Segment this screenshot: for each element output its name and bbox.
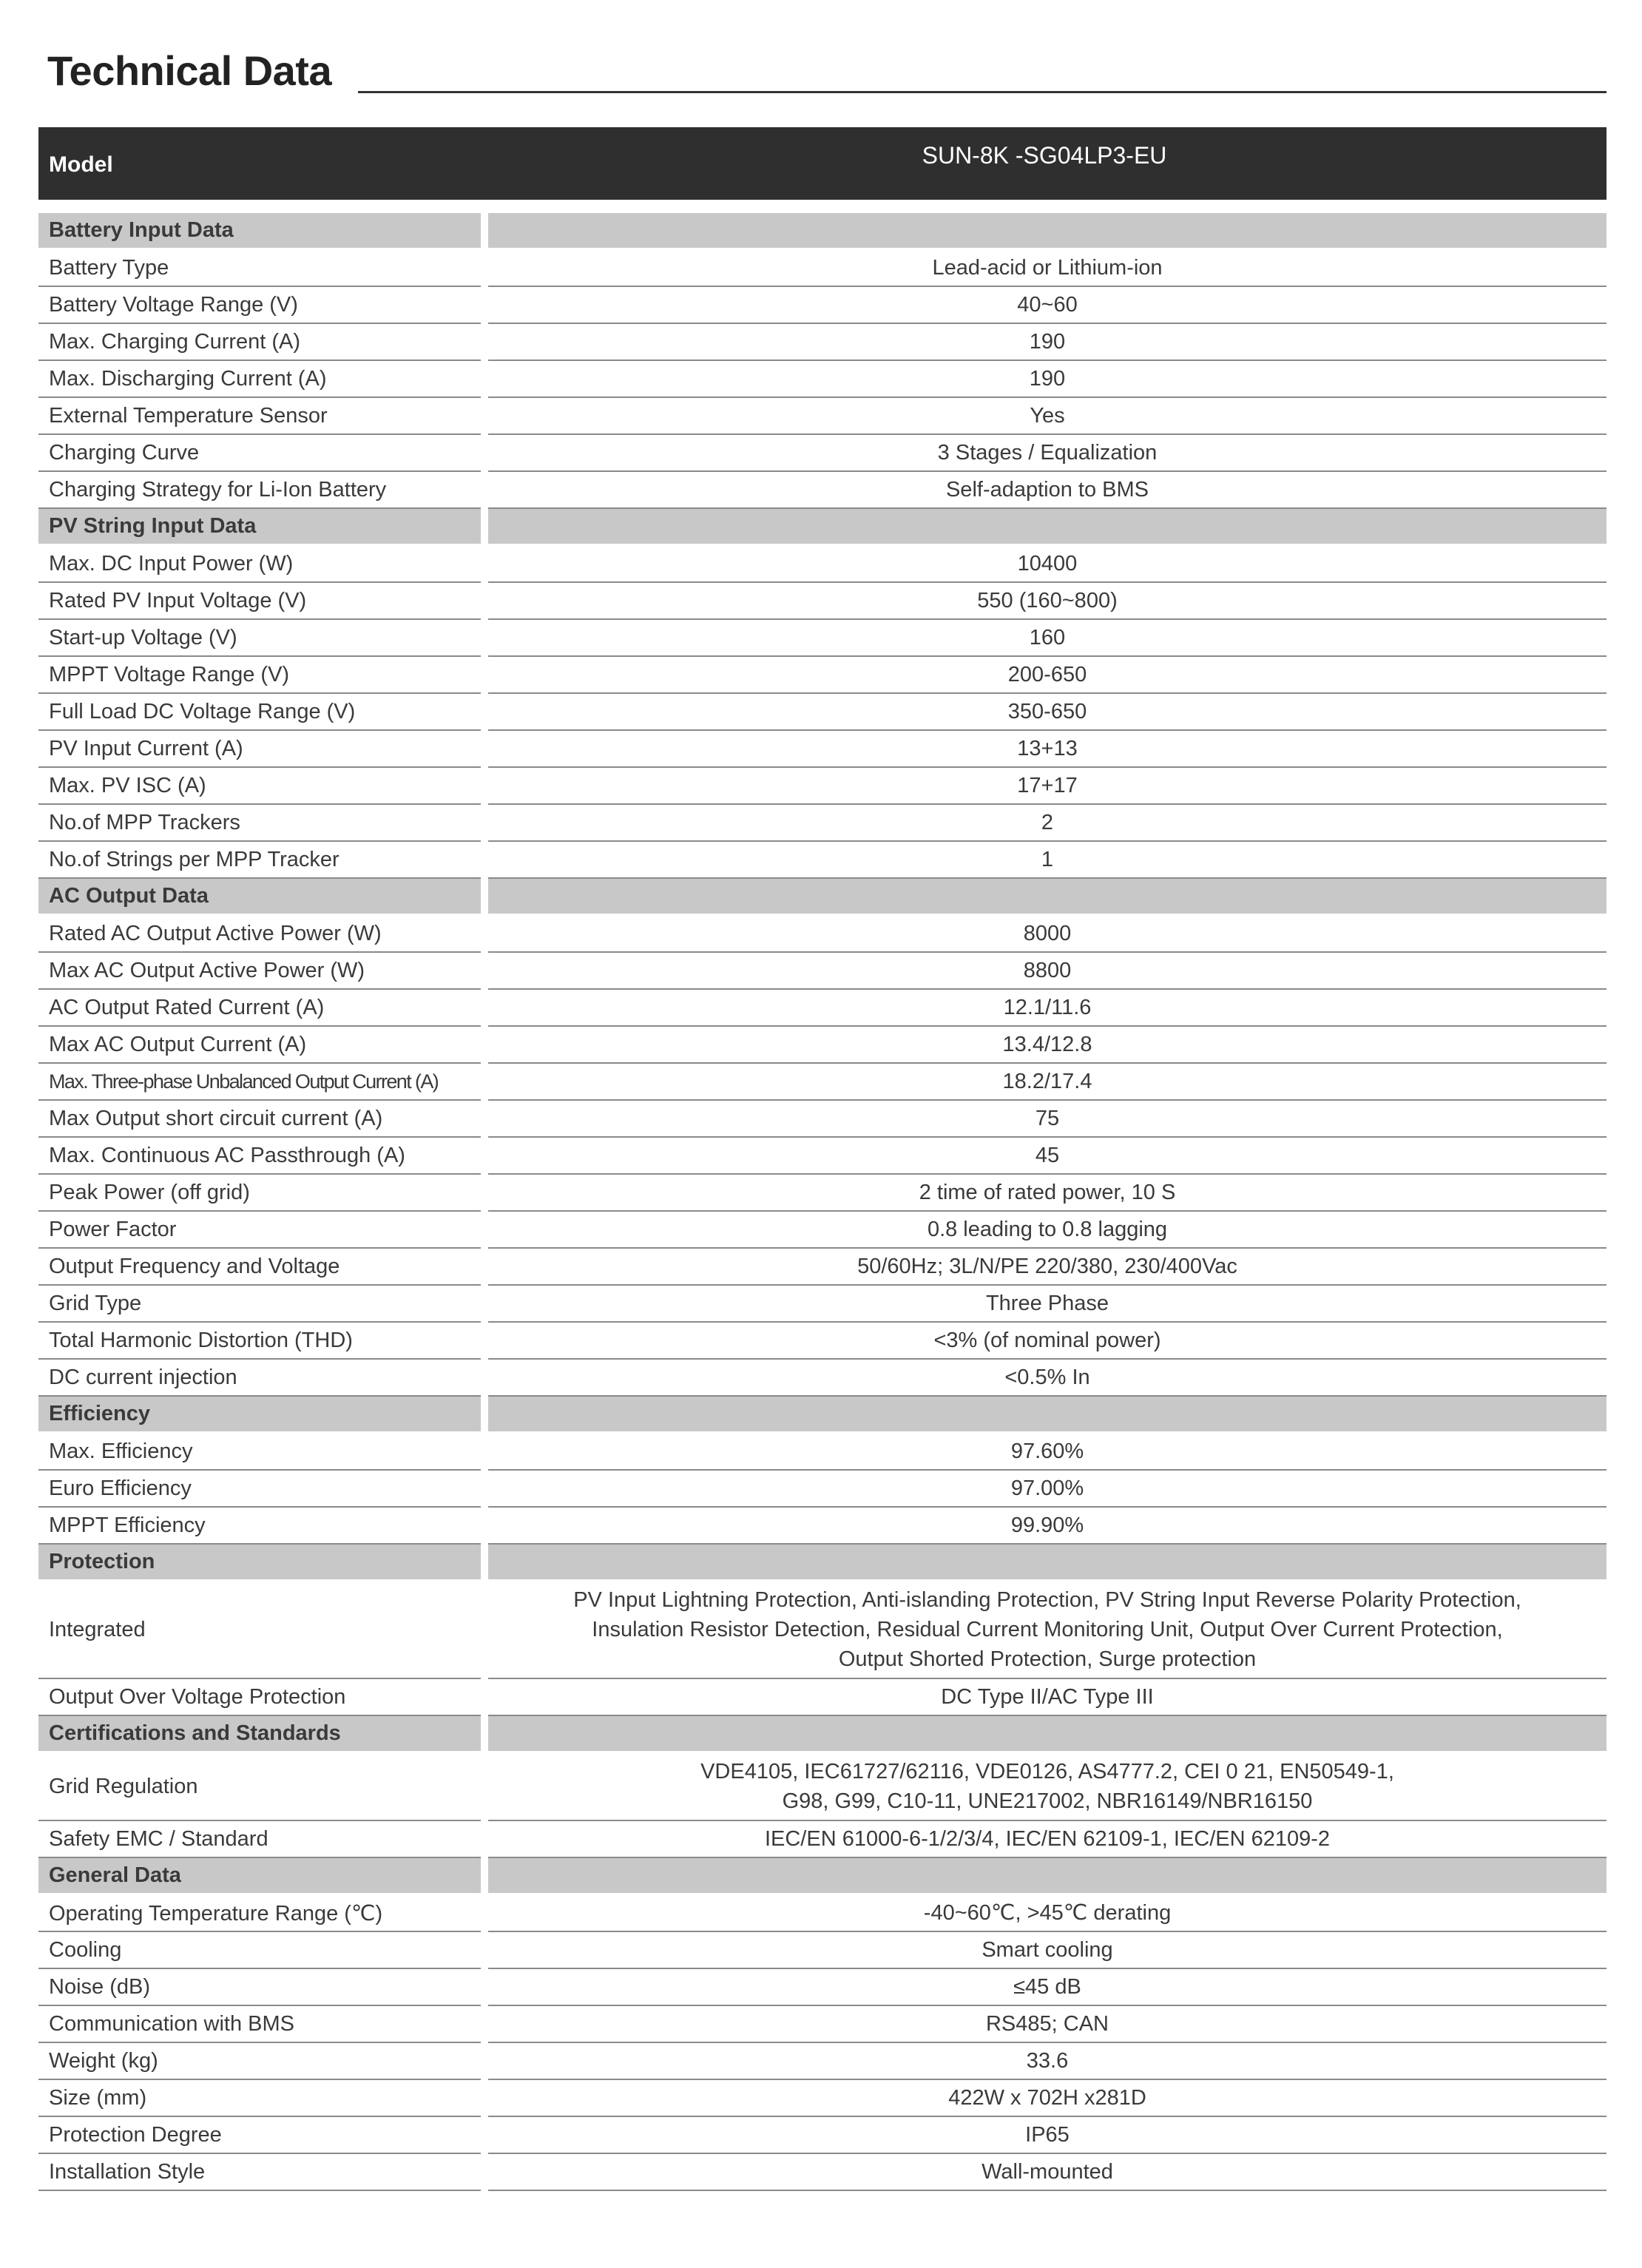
spec-row [38, 1471, 1606, 1508]
spec-row [38, 694, 1606, 731]
section-title: Protection [38, 1545, 481, 1579]
spec-label: Protection Degree [38, 2117, 481, 2154]
spec-value: 13.4/12.8 [488, 1027, 1606, 1064]
spec-label: Rated AC Output Active Power (W) [38, 916, 481, 953]
spec-value: 2 [488, 805, 1606, 842]
section-fill [488, 1545, 1606, 1579]
spec-value: Three Phase [488, 1286, 1606, 1323]
spec-value: DC Type II/AC Type III [488, 1679, 1606, 1716]
section-title: PV String Input Data [38, 509, 481, 544]
spec-value: 1 [488, 842, 1606, 879]
spec-label: Start-up Voltage (V) [38, 620, 481, 657]
spec-value: Lead-acid or Lithium-ion [488, 250, 1606, 287]
spec-value: 8000 [488, 916, 1606, 953]
spec-value: 200-650 [488, 657, 1606, 694]
spec-label: Peak Power (off grid) [38, 1175, 481, 1212]
spec-label: Total Harmonic Distortion (THD) [38, 1323, 481, 1360]
spec-label: Max. Charging Current (A) [38, 324, 481, 361]
spec-row [38, 1895, 1606, 1932]
spec-label: Battery Type [38, 250, 481, 287]
spec-value: VDE4105, IEC61727/62116, VDE0126, AS4777.2, CEI 0 21, EN50549-1, G98, G99, C10-11, UNE217002, NBR16149/NBR16150 [488, 1753, 1606, 1821]
spec-value: 10400 [488, 546, 1606, 583]
spec-label: Installation Style [38, 2154, 481, 2191]
spec-label: Charging Curve [38, 435, 481, 472]
title-rule [358, 91, 1606, 93]
spec-row [38, 1753, 1606, 1821]
spec-row [38, 472, 1606, 509]
spec-row [38, 2117, 1606, 2154]
spec-label: Charging Strategy for Li-Ion Battery [38, 472, 481, 509]
spec-row [38, 1679, 1606, 1716]
spec-label: No.of Strings per MPP Tracker [38, 842, 481, 879]
section-header-row [38, 213, 1606, 250]
spec-value: 350-650 [488, 694, 1606, 731]
section-header-row [38, 509, 1606, 546]
spec-label: Max AC Output Current (A) [38, 1027, 481, 1064]
model-value: SUN-8K -SG04LP3-EU [922, 142, 1167, 169]
spec-row [38, 1434, 1606, 1471]
spec-value: 50/60Hz; 3L/N/PE 220/380, 230/400Vac [488, 1249, 1606, 1286]
spec-value: 17+17 [488, 768, 1606, 805]
spec-row [38, 324, 1606, 361]
spec-value: 99.90% [488, 1508, 1606, 1545]
spec-label: Grid Type [38, 1286, 481, 1323]
spec-row [38, 731, 1606, 768]
spec-label: Max. DC Input Power (W) [38, 546, 481, 583]
spec-label: Max. PV ISC (A) [38, 768, 481, 805]
spec-row [38, 1323, 1606, 1360]
spec-label: Rated PV Input Voltage (V) [38, 583, 481, 620]
spec-row [38, 287, 1606, 324]
spec-value: 97.60% [488, 1434, 1606, 1471]
spec-label: Max AC Output Active Power (W) [38, 953, 481, 990]
spec-label: Full Load DC Voltage Range (V) [38, 694, 481, 731]
spec-value: Self-adaption to BMS [488, 472, 1606, 509]
spec-row [38, 990, 1606, 1027]
section-header-row [38, 1858, 1606, 1895]
section-fill [488, 879, 1606, 914]
spec-label: Cooling [38, 1932, 481, 1969]
section-header-row [38, 879, 1606, 916]
page-title: Technical Data [47, 47, 332, 94]
spec-value: 12.1/11.6 [488, 990, 1606, 1027]
spec-value: 190 [488, 324, 1606, 361]
spec-value: IP65 [488, 2117, 1606, 2154]
spec-value: 550 (160~800) [488, 583, 1606, 620]
spec-row [38, 1821, 1606, 1858]
spec-label: External Temperature Sensor [38, 398, 481, 435]
section-header-row [38, 1397, 1606, 1434]
spec-value: Wall-mounted [488, 2154, 1606, 2191]
spec-value: 2 time of rated power, 10 S [488, 1175, 1606, 1212]
spec-row [38, 435, 1606, 472]
spec-row [38, 1286, 1606, 1323]
spec-row [38, 2154, 1606, 2191]
spec-value: 190 [488, 361, 1606, 398]
spec-value: 160 [488, 620, 1606, 657]
spec-value: ≤45 dB [488, 1969, 1606, 2006]
section-fill [488, 1397, 1606, 1431]
spec-value: 33.6 [488, 2043, 1606, 2080]
spec-value: 40~60 [488, 287, 1606, 324]
spec-label: Communication with BMS [38, 2006, 481, 2043]
spec-label: Operating Temperature Range (℃) [38, 1895, 481, 1932]
spec-value: <0.5% In [488, 1360, 1606, 1397]
spec-label: Weight (kg) [38, 2043, 481, 2080]
spec-label: Noise (dB) [38, 1969, 481, 2006]
spec-label: Integrated [38, 1582, 481, 1679]
spec-row [38, 1360, 1606, 1397]
spec-row [38, 1932, 1606, 1969]
section-fill [488, 213, 1606, 248]
section-fill [488, 1858, 1606, 1893]
spec-row [38, 620, 1606, 657]
spec-label: Max. Discharging Current (A) [38, 361, 481, 398]
spec-row [38, 1508, 1606, 1545]
spec-value: 18.2/17.4 [488, 1064, 1606, 1101]
section-header-row [38, 1545, 1606, 1582]
section-title: AC Output Data [38, 879, 481, 914]
spec-row [38, 953, 1606, 990]
spec-row [38, 546, 1606, 583]
spec-label: Max. Continuous AC Passthrough (A) [38, 1138, 481, 1175]
section-fill [488, 509, 1606, 544]
spec-label: Power Factor [38, 1212, 481, 1249]
spec-row [38, 1212, 1606, 1249]
spec-label: Battery Voltage Range (V) [38, 287, 481, 324]
spec-value: 13+13 [488, 731, 1606, 768]
spec-row [38, 1969, 1606, 2006]
spec-row [38, 805, 1606, 842]
spec-label: Grid Regulation [38, 1753, 481, 1821]
spec-label: Safety EMC / Standard [38, 1821, 481, 1858]
spec-value: Yes [488, 398, 1606, 435]
spec-label: Output Over Voltage Protection [38, 1679, 481, 1716]
spec-row [38, 1175, 1606, 1212]
spec-row [38, 250, 1606, 287]
spec-value: PV Input Lightning Protection, Anti-islanding Protection, PV String Input Reverse Polarity Protection, Insulation Resistor Detection, Residual Current Monitoring Unit, Output Over Current Protection, Output Shorted Protection, Surge protection [488, 1582, 1606, 1679]
section-header-row [38, 1716, 1606, 1753]
spec-row [38, 768, 1606, 805]
spec-row [38, 398, 1606, 435]
spec-label: Max. Three-phase Unbalanced Output Current (A) [38, 1064, 481, 1101]
spec-row [38, 1138, 1606, 1175]
spec-label: DC current injection [38, 1360, 481, 1397]
spec-row [38, 1027, 1606, 1064]
spec-value: -40~60℃, >45℃ derating [488, 1895, 1606, 1932]
section-title: Battery Input Data [38, 213, 481, 248]
spec-label: PV Input Current (A) [38, 731, 481, 768]
model-header-bar [38, 127, 1606, 200]
spec-row [38, 583, 1606, 620]
spec-row [38, 1064, 1606, 1101]
spec-label: No.of MPP Trackers [38, 805, 481, 842]
spec-label: Euro Efficiency [38, 1471, 481, 1508]
section-title: Certifications and Standards [38, 1716, 481, 1751]
spec-row [38, 657, 1606, 694]
spec-table [38, 213, 1606, 2191]
spec-value: IEC/EN 61000-6-1/2/3/4, IEC/EN 62109-1, IEC/EN 62109-2 [488, 1821, 1606, 1858]
spec-value: 8800 [488, 953, 1606, 990]
spec-label: Max Output short circuit current (A) [38, 1101, 481, 1138]
spec-row [38, 1582, 1606, 1679]
spec-label: AC Output Rated Current (A) [38, 990, 481, 1027]
spec-row [38, 2006, 1606, 2043]
spec-label: Max. Efficiency [38, 1434, 481, 1471]
spec-row [38, 916, 1606, 953]
spec-row [38, 1101, 1606, 1138]
spec-label: MPPT Voltage Range (V) [38, 657, 481, 694]
spec-value: 97.00% [488, 1471, 1606, 1508]
section-title: Efficiency [38, 1397, 481, 1431]
model-label: Model [49, 152, 113, 177]
spec-value: RS485; CAN [488, 2006, 1606, 2043]
spec-value: <3% (of nominal power) [488, 1323, 1606, 1360]
page-header [47, 44, 1606, 98]
spec-row [38, 2043, 1606, 2080]
spec-value: 422W x 702H x281D [488, 2080, 1606, 2117]
spec-value: 0.8 leading to 0.8 lagging [488, 1212, 1606, 1249]
section-fill [488, 1716, 1606, 1751]
spec-label: Size (mm) [38, 2080, 481, 2117]
spec-value: 3 Stages / Equalization [488, 435, 1606, 472]
spec-row [38, 1249, 1606, 1286]
spec-value: Smart cooling [488, 1932, 1606, 1969]
spec-row [38, 842, 1606, 879]
spec-row [38, 2080, 1606, 2117]
section-title: General Data [38, 1858, 481, 1893]
spec-row [38, 361, 1606, 398]
spec-value: 45 [488, 1138, 1606, 1175]
spec-value: 75 [488, 1101, 1606, 1138]
spec-label: MPPT Efficiency [38, 1508, 481, 1545]
spec-label: Output Frequency and Voltage [38, 1249, 481, 1286]
